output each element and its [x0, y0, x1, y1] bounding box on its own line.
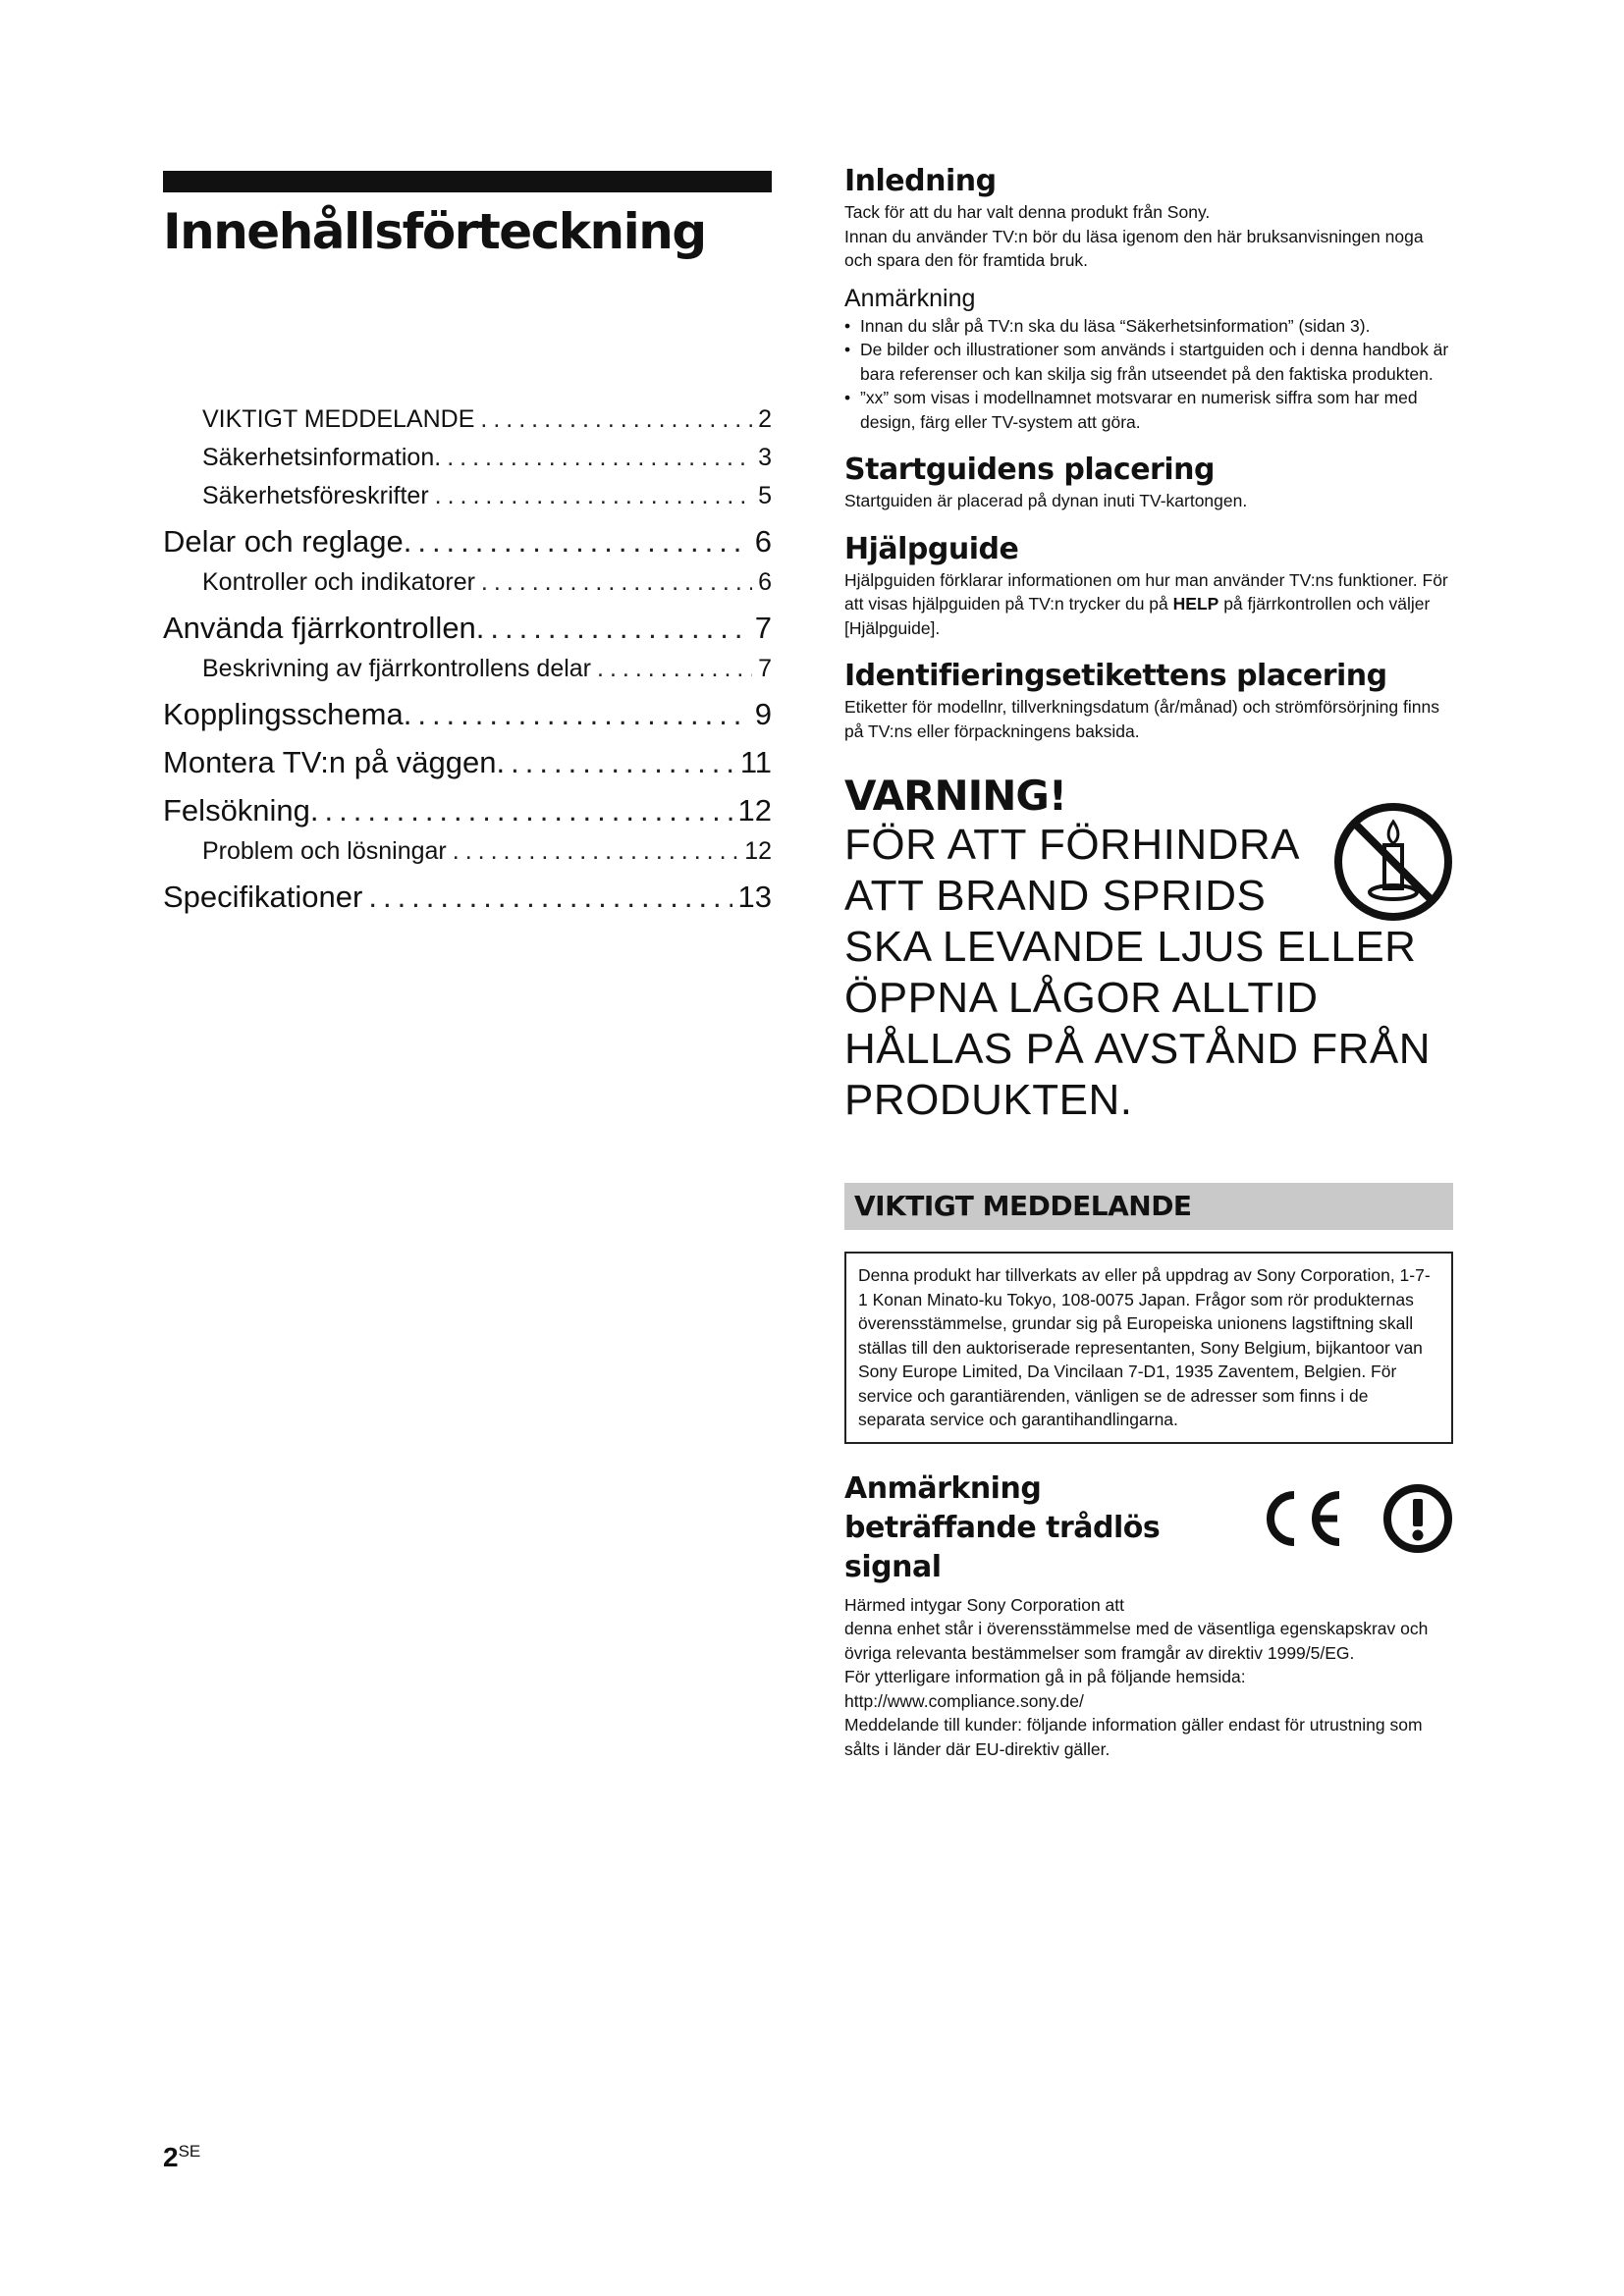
help-key-label: HELP	[1172, 594, 1219, 614]
note-heading: Anmärkning	[844, 284, 976, 312]
helpguide-text: Hjälpguiden förklarar informationen om hur man använder TV:ns funktioner. För att visas hjälpguiden på TV:n trycker du på HELP på fjärrkontrollen och väljer [Hjälpguide].	[844, 569, 1448, 638]
toc-title-bar	[163, 171, 772, 192]
toc-entry[interactable]: Använda fjärrkontrollen. ..... 7	[163, 606, 772, 650]
toc-title: Innehållsförteckning	[163, 203, 706, 260]
startguide-section	[844, 452, 1453, 513]
right-column	[844, 163, 1453, 1761]
compliance-link[interactable]: http://www.compliance.sony.de/	[844, 1690, 1084, 1711]
table-of-contents	[163, 171, 772, 919]
ce-mark-icon	[1257, 1487, 1345, 1550]
toc-entry[interactable]: VIKTIGT MEDDELANDE ..... 2	[163, 400, 772, 439]
intro-section	[844, 163, 1453, 434]
toc-entry[interactable]: Säkerhetsinformation. ..... 3	[163, 439, 772, 477]
toc-entry[interactable]: Felsökning. ..... 12	[163, 788, 772, 832]
warning-text: FÖR ATT FÖRHINDRA ATT BRAND SPRIDS SKA LEVANDE LJUS ELLER ÖPPNA LÅGOR ALLTID HÅLLAS PÅ AVSTÅND FRÅN PRODUKTEN.	[844, 821, 1432, 1124]
intro-text: Tack för att du har valt denna produkt från Sony.	[844, 202, 1211, 222]
label-placement-heading: Identifieringsetikettens placering	[844, 659, 1387, 693]
toc-entry[interactable]: Beskrivning av fjärrkontrollens delar ..... 7	[163, 650, 772, 688]
note-list	[844, 314, 1453, 435]
label-placement-section	[844, 658, 1453, 743]
intro-text: Innan du använder TV:n bör du läsa igenom den här bruksanvisningen noga och spara den för framtida bruk.	[844, 226, 1424, 270]
no-candle-icon	[1331, 800, 1455, 924]
alert-circle-icon	[1382, 1483, 1453, 1554]
notice-heading: VIKTIGT MEDDELANDE	[844, 1183, 1453, 1230]
wireless-section	[844, 1469, 1453, 1762]
startguide-heading: Startguidens placering	[844, 453, 1215, 487]
page-number: $2^{SE}$	[163, 2142, 201, 2172]
wireless-heading: Anmärkning beträffande trådlös signal	[844, 1470, 1161, 1584]
toc-entry[interactable]: Kontroller och indikatorer ..... 6	[163, 563, 772, 602]
toc-entry[interactable]: Montera TV:n på väggen. ..... 11	[163, 740, 772, 784]
toc-entry[interactable]: Problem och lösningar ..... 12	[163, 832, 772, 871]
list-item: • De bilder och illustrationer som används i startguiden och i denna handbok är bara referenser och kan skilja sig från utseendet på den faktiska produkten.	[844, 338, 1453, 386]
helpguide-heading: Hjälpguide	[844, 531, 1019, 566]
warning-section	[844, 773, 1453, 1126]
toc-entry[interactable]: Delar och reglage. ..... 6	[163, 519, 772, 563]
intro-heading: Inledning	[844, 164, 997, 198]
helpguide-section	[844, 531, 1453, 641]
toc-entry[interactable]: Kopplingsschema. ..... 9	[163, 692, 772, 736]
notice-box: Denna produkt har tillverkats av eller på uppdrag av Sony Corporation, 1-7-1 Konan Minato-ku Tokyo, 108-0075 Japan. Frågor som rör produkternas överensstämmelse, grundar sig på Europeiska unionens lagstiftning skall ställas till den auktoriserade representanten, Sony Belgium, bijkantoor van Sony Europe Limited, Da Vincilaan 7-D1, 1935 Zaventem, Belgien. För service och garantiärenden, vänligen se de adresser som finns i de separata service och garantihandlingarna.	[844, 1252, 1453, 1444]
startguide-text: Startguiden är placerad på dynan inuti TV-kartongen.	[844, 491, 1248, 510]
list-item: • ”xx” som visas i modellnamnet motsvarar en numerisk siffra som har med design, färg eller TV-system att göra.	[844, 386, 1453, 434]
list-item: • Innan du slår på TV:n ska du läsa “Säkerhetsinformation” (sidan 3).	[844, 314, 1453, 339]
warning-title: VARNING!	[844, 772, 1067, 820]
wireless-text: Härmed intygar Sony Corporation att denna enhet står i överensstämmelse med de väsentliga egenskapskrav och övriga relevanta bestämmelser som framgår av direktiv 1999/5/EG. För ytterligare information gå in på följande hemsida: http://www.compliance.sony.de/ Meddelande till kunder: följande information gäller endast för utrustning som sålts i länder där EU-direktiv gäller.	[844, 1593, 1453, 1762]
toc-entry[interactable]: Specifikationer ..... 13	[163, 875, 772, 919]
label-placement-text: Etiketter för modellnr, tillverkningsdatum (år/månad) och strömförsörjning finns på TV:ns eller förpackningens baksida.	[844, 697, 1439, 741]
toc-entry[interactable]: Säkerhetsföreskrifter ..... 5	[163, 477, 772, 515]
toc-list	[163, 400, 772, 919]
